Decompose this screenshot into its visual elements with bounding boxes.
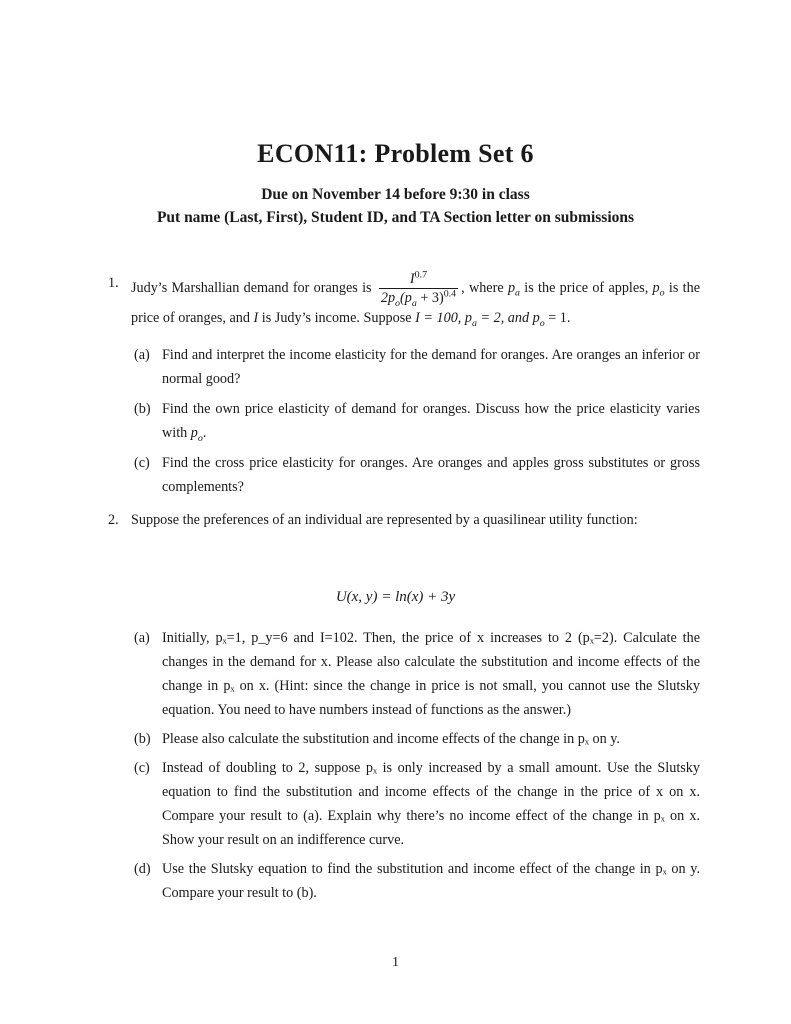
utility-equation: U(x, y) = ln(x) + 3y: [335, 589, 456, 605]
page-number: 1: [392, 955, 399, 970]
fraction-denominator: $2p_o(p_a + 3)^{0.4}$: [380, 288, 457, 309]
page-title: ECON11: Problem Set 6: [257, 139, 534, 168]
due-date: Due on November 14 before 9:30 in class: [261, 186, 530, 203]
question-2-parts: [134, 626, 700, 905]
q1-part-b: (b) Find the own price elasticity of demand for oranges. Discuss how the price elasticity varies with $p_o$.: [134, 401, 700, 444]
demand-fraction: [379, 269, 458, 309]
question-1: [108, 271, 700, 330]
q1-intro: Judy’s Marshallian demand for oranges is: [131, 279, 372, 296]
question-2-number: 2.: [108, 512, 119, 528]
question-1-number: 1.: [108, 275, 119, 291]
question-2-text: Suppose the preferences of an individual are represented by a quasilinear utility function:: [131, 512, 638, 528]
question-1-parts: [134, 343, 700, 499]
fraction-numerator: $I^{0.7}$: [379, 271, 458, 289]
q2-part-d: (d) Use the Slutsky equation to find the substitution and income effect of the change in pₓ on y. Compare your result to (b).: [134, 861, 700, 901]
question-2: [108, 508, 700, 532]
q1-part-c: (c) Find the cross price elasticity for oranges. Are oranges and apples gross substitutes or gross complements?: [134, 455, 700, 495]
question-1-text: Judy’s Marshallian demand for oranges is $\frac{I^{0.7}}{2p_o(p_a + 3)^{0.4}}$ , where $p_a$ is the price of apples, $p_o$ is the price of oranges, and I is Judy’s income. Suppose I = 100, $p_a = 2$, and $p_o = 1$.: [131, 269, 700, 329]
q1-part-a: (a) Find and interpret the income elasticity for the demand for oranges. Are oranges an inferior or normal good?: [134, 347, 700, 387]
q2-part-c: (c) Instead of doubling to 2, suppose pₓ is only increased by a small amount. Use the Slutsky equation to find the substitution and income effects of the change in the price of x on x. Compare your result to (a). Explain why there’s no income effect of the change in pₓ on x. Show your result on an indifference curve.: [134, 760, 700, 848]
q2-part-b: (b) Please also calculate the substitution and income effects of the change in pₓ on y.: [134, 731, 620, 747]
submission-instructions: Put name (Last, First), Student ID, and TA Section letter on submissions: [156, 209, 635, 226]
q2-part-a: (a) Initially, pₓ=1, p_y=6 and I=102. Then, the price of x increases to 2 (pₓ=2). Calculate the changes in the demand for x. Please also calculate the substitution and income effects of the change in pₓ on x. (Hint: since the change in price is not small, you cannot use the Slutsky equation. You need to have numbers instead of functions as the answer.): [134, 630, 700, 718]
